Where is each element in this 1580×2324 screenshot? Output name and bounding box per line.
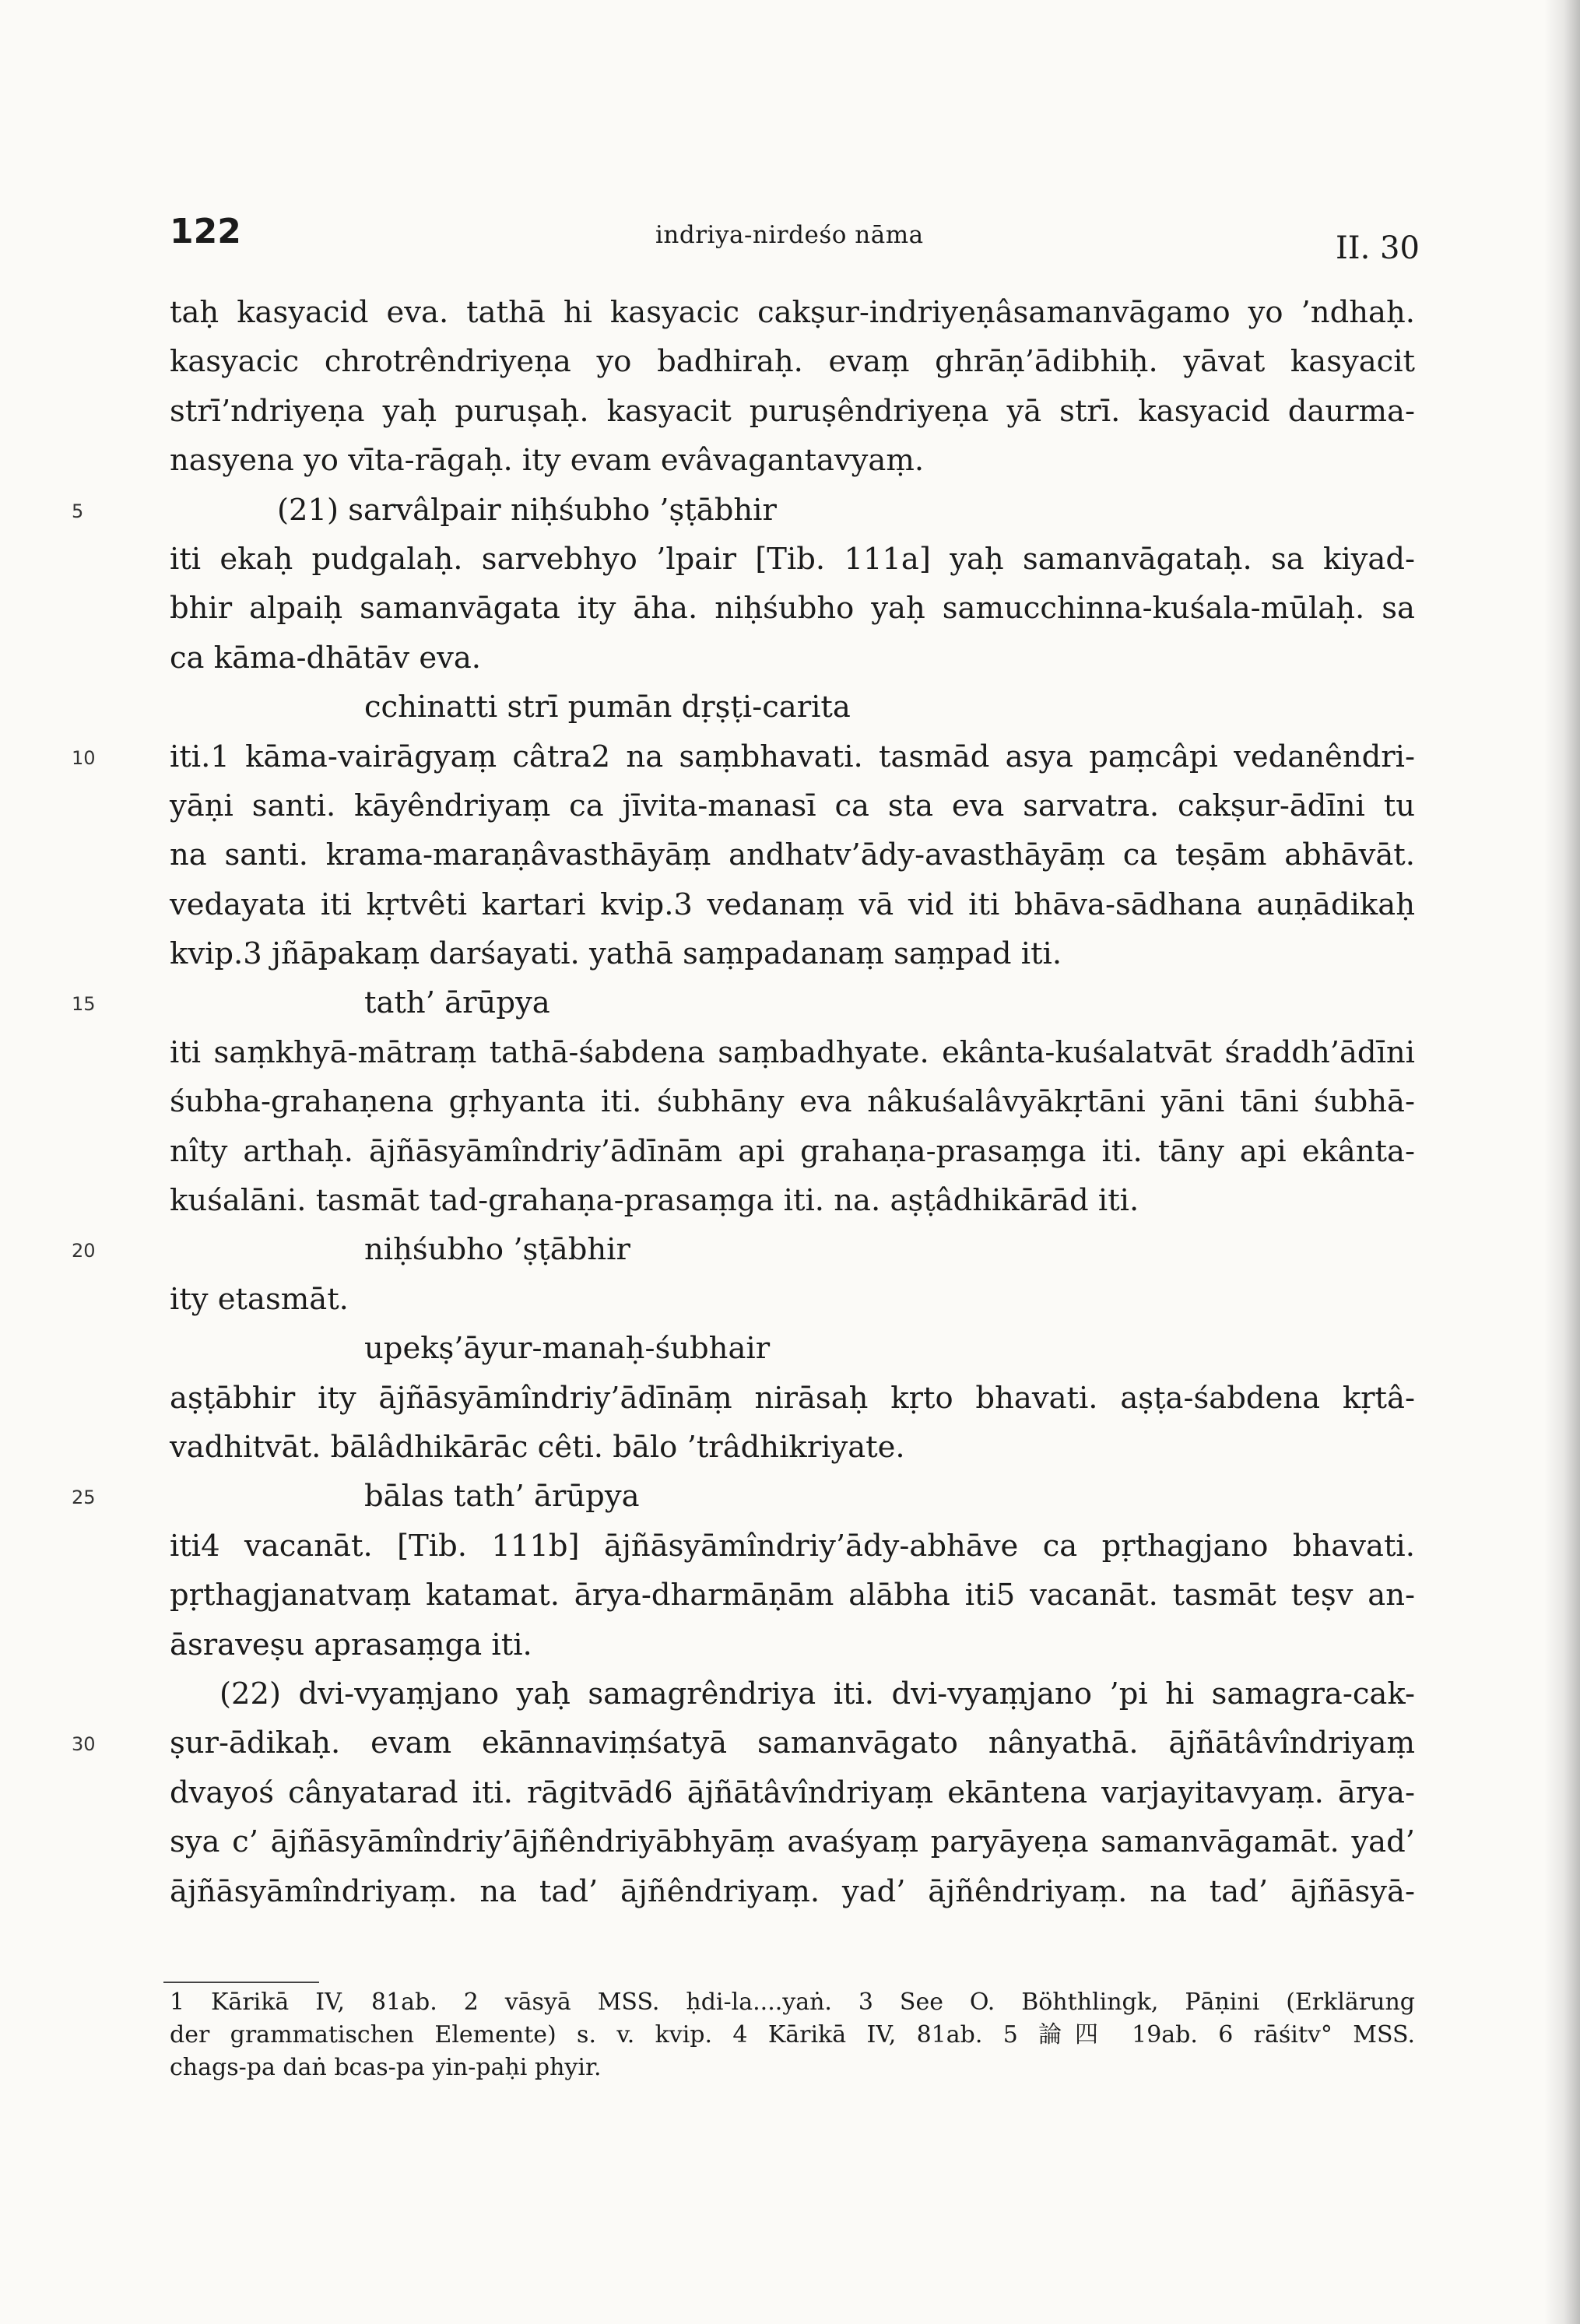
- verse-line: 20 niḥśubho ’ṣṭābhir: [170, 1225, 1415, 1274]
- text-line: 10 iti.1 kāma-vairāgyaṃ câtra2 na saṃbhavati. tasmād asya paṃcâpi vedanêndri-: [170, 732, 1415, 781]
- text-line: dvayoś cânyatarad iti. rāgitvād6 ājñātâvîndriyaṃ ekāntena varjayitavyaṃ. ārya-: [170, 1775, 1415, 1810]
- text-line: strī’ndriyeṇa yaḥ puruṣaḥ. kasyacit puruṣêndriyeṇa yā strī. kasyacid daurma-: [170, 393, 1415, 429]
- page-header: [0, 212, 1580, 274]
- line-number: 15: [72, 993, 96, 1016]
- verse-line: upekṣ’āyur-manaḥ-śubhair: [364, 1331, 771, 1367]
- text-line: iti4 vacanāt. [Tib. 111b] ājñāsyāmîndriy’ādy-abhāve ca pṛthagjano bhavati.: [170, 1528, 1415, 1564]
- text-line: 30 ṣur-ādikaḥ. evam ekānnaviṃśatyā samanvāgato nânyathā. ājñātâvîndriyaṃ: [170, 1718, 1415, 1768]
- text-line: bhir alpaiḥ samanvāgata ity āha. niḥśubho yaḥ samucchinna-kuśala-mūlaḥ. sa: [170, 591, 1415, 627]
- text-line: nasyena yo vīta-rāgaḥ. ity evam evâvagantavyaṃ.: [170, 443, 925, 479]
- text-line: aṣṭābhir ity ājñāsyāmîndriy’ādīnāṃ nirāsaḥ kṛto bhavati. aṣṭa-śabdena kṛtâ-: [170, 1380, 1415, 1416]
- text-line: iti ekaḥ pudgalaḥ. sarvebhyo ’lpair [Tib. 111a] yaḥ samanvāgataḥ. sa kiyad-: [170, 541, 1415, 577]
- text-line: kvip.3 jñāpakaṃ darśayati. yathā saṃpadanaṃ saṃpad iti.: [170, 936, 1062, 972]
- text-line: āsraveṣu aprasaṃga iti.: [170, 1627, 532, 1662]
- text-line: vadhitvāt. bālâdhikārāc cêti. bālo ’trâdhikriyate.: [170, 1429, 905, 1465]
- text-line: kuśalāni. tasmāt tad-grahaṇa-prasaṃga iti. na. aṣṭâdhikārād iti.: [170, 1183, 1139, 1219]
- text-line: (22) dvi-vyaṃjano yaḥ samagrêndriya iti. dvi-vyaṃjano ’pi hi samagra-cak-: [219, 1676, 1415, 1711]
- text-line: vedayata iti kṛtvêti kartari kvip.3 vedanaṃ vā vid iti bhāva-sādhana auṇādikaḥ: [170, 886, 1415, 922]
- line-number: 25: [72, 1487, 96, 1509]
- text-line: na santi. krama-maraṇâvasthāyāṃ andhatv’ādy-avasthāyāṃ ca teṣām abhāvāt.: [170, 837, 1415, 873]
- footnote-line: der grammatischen Elemente) s. v. kvip. 4 Kārikā IV, 81ab. 5 論四 19ab. 6 rāśitv° MSS.: [170, 2021, 1415, 2048]
- text-line: taḥ kasyacid eva. tathā hi kasyacic cakṣur-indriyeṇâsamanvāgamo yo ’ndhaḥ.: [170, 295, 1415, 330]
- section-reference: II. 30: [1336, 230, 1420, 266]
- page-number: 122: [170, 212, 241, 251]
- text-line: ity etasmāt.: [170, 1281, 349, 1317]
- verse-line: 25 bālas tath’ ārūpya: [170, 1472, 1415, 1521]
- text-line: ca kāma-dhātāv eva.: [170, 640, 482, 676]
- footnote-line: 1 Kārikā IV, 81ab. 2 vāsyā MSS. ḥdi-la....yaṅ. 3 See O. Böhthlingk, Pāṇini (Erklärung: [170, 1989, 1415, 2016]
- line-number: 5: [72, 500, 84, 522]
- text-line: ājñāsyāmîndriyaṃ. na tad’ ājñêndriyaṃ. yad’ ājñêndriyaṃ. na tad’ ājñāsyā-: [170, 1873, 1415, 1909]
- main-text: [72, 288, 1415, 1916]
- footnotes: [170, 1986, 1415, 2084]
- footnote-divider: [163, 1982, 319, 1983]
- text-line: pṛthagjanatvaṃ katamat. ārya-dharmāṇām alābha iti5 vacanāt. tasmāt teṣv an-: [170, 1578, 1415, 1613]
- text-line: iti saṃkhyā-mātraṃ tathā-śabdena saṃbadhyate. ekânta-kuśalatvāt śraddh’ādīni: [170, 1034, 1415, 1070]
- line-number: 20: [72, 1240, 96, 1262]
- text-line: yāṇi santi. kāyêndriyaṃ ca jīvita-manasī ca sta eva sarvatra. cakṣur-ādīni tu: [170, 788, 1415, 823]
- running-title: indriya-nirdeśo nāma: [655, 221, 924, 249]
- line-number: 10: [72, 746, 96, 769]
- verse-line: 15 tath’ ārūpya: [170, 978, 1415, 1027]
- text-line: nîty arthaḥ. ājñāsyāmîndriy’ādīnām api grahaṇa-prasaṃga iti. tāny api ekânta-: [170, 1133, 1415, 1169]
- text-line: sya c’ ājñāsyāmîndriy’ājñêndriyābhyāṃ avaśyaṃ paryāyeṇa samanvāgamāt. yad’: [170, 1824, 1415, 1860]
- text-line: kasyacic chrotrêndriyeṇa yo badhiraḥ. evaṃ ghrāṇ’ādibhiḥ. yāvat kasyacit: [170, 344, 1415, 380]
- line-number: 30: [72, 1733, 96, 1756]
- footnote-line: chags-pa daṅ bcas-pa yin-paḥi phyir.: [170, 2054, 602, 2081]
- scan-edge-shadow: [1544, 0, 1580, 2324]
- verse-line: 5 (21) sarvâlpair niḥśubho ’ṣṭābhir: [170, 486, 1415, 535]
- verse-line: cchinatti strī pumān dṛṣṭi-carita: [364, 690, 851, 725]
- text-line: śubha-grahaṇena gṛhyanta iti. śubhāny eva nâkuśalâvyākṛtāni yāni tāni śubhā-: [170, 1084, 1415, 1120]
